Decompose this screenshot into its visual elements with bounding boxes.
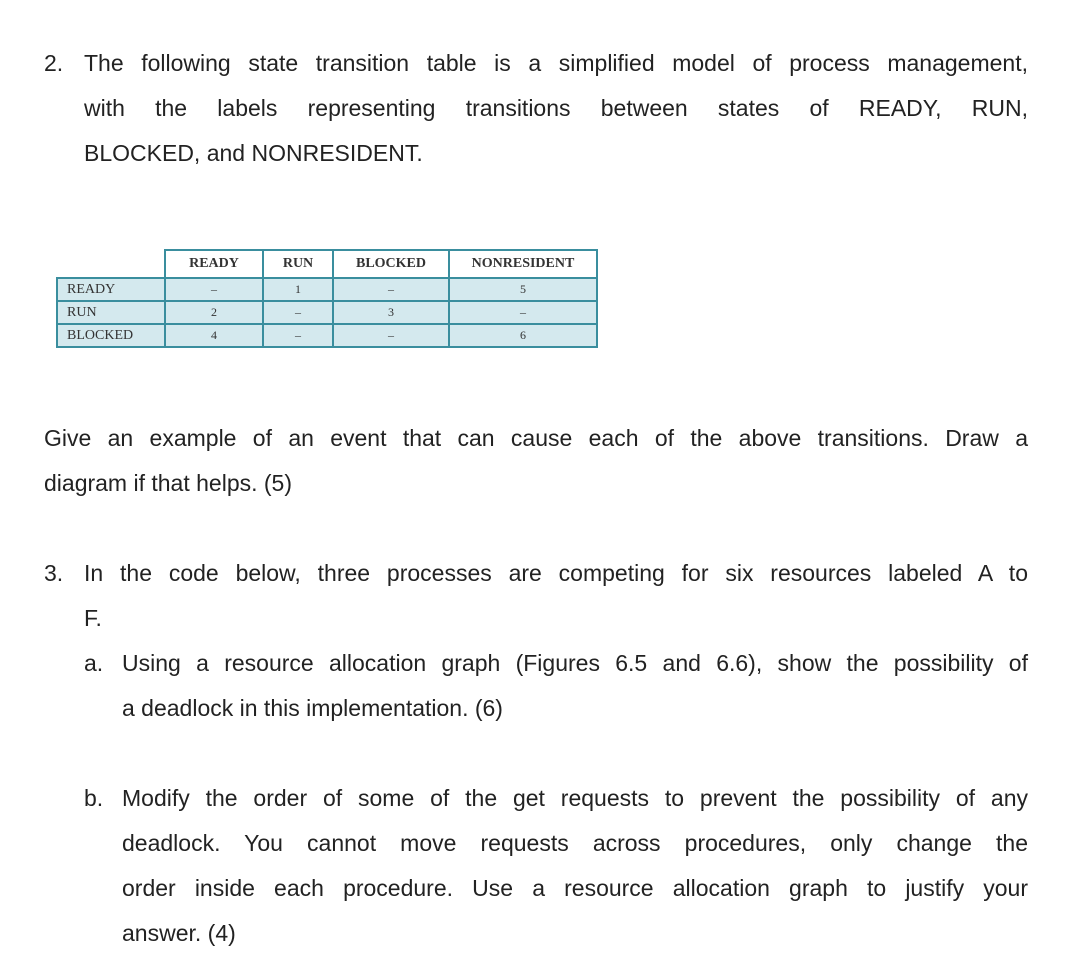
table-cell: – [165, 278, 263, 301]
table-cell: 4 [165, 324, 263, 347]
subquestion-label: a. [84, 650, 104, 676]
text-line: answer. (4) [122, 920, 236, 946]
subquestion-text [122, 641, 1028, 731]
column-header: NONRESIDENT [449, 250, 597, 278]
table-cell: – [263, 301, 333, 324]
table-cell: 5 [449, 278, 597, 301]
text-line: Give an example of an event that can cause each of the above transitions. Draw a [44, 425, 1028, 451]
question-number: 3. [44, 560, 64, 586]
row-header: BLOCKED [57, 324, 165, 347]
column-header: BLOCKED [333, 250, 449, 278]
table-row [57, 278, 597, 301]
column-header: RUN [263, 250, 333, 278]
table-cell: – [449, 301, 597, 324]
subquestion-label: b. [84, 785, 104, 811]
text-line: with the labels representing transitions between states of READY, RUN, [84, 95, 1028, 121]
text-line: In the code below, three processes are competing for six resources labeled A to [84, 560, 1028, 586]
table-cell: 6 [449, 324, 597, 347]
table-row [57, 301, 597, 324]
question-number: 2. [44, 50, 64, 76]
state-transition-table [56, 249, 598, 348]
text-line: Modify the order of some of the get requests to prevent the possibility of any [122, 785, 1028, 811]
question-text [84, 41, 1028, 176]
text-line: diagram if that helps. (5) [44, 470, 293, 496]
table-cell: – [333, 278, 449, 301]
text-line: a deadlock in this implementation. (6) [122, 695, 503, 721]
table-cell: 2 [165, 301, 263, 324]
table-row [57, 324, 597, 347]
row-header: RUN [57, 301, 165, 324]
table-corner [57, 250, 165, 278]
subquestion-text [122, 776, 1028, 956]
table-cell: – [263, 324, 333, 347]
text-line: order inside each procedure. Use a resource allocation graph to justify your [122, 875, 1028, 901]
row-header: READY [57, 278, 165, 301]
text-line: F. [84, 605, 102, 631]
question-2-prompt [44, 416, 1028, 506]
table-cell: – [333, 324, 449, 347]
table-cell: 1 [263, 278, 333, 301]
text-line: BLOCKED, and NONRESIDENT. [84, 140, 423, 166]
text-line: Using a resource allocation graph (Figures 6.5 and 6.6), show the possibility of [122, 650, 1028, 676]
column-header: READY [165, 250, 263, 278]
text-line: The following state transition table is a simplified model of process management, [84, 50, 1028, 76]
table-cell: 3 [333, 301, 449, 324]
text-line: deadlock. You cannot move requests across procedures, only change the [122, 830, 1028, 856]
question-text [84, 551, 1028, 641]
table-header-row [57, 250, 597, 278]
